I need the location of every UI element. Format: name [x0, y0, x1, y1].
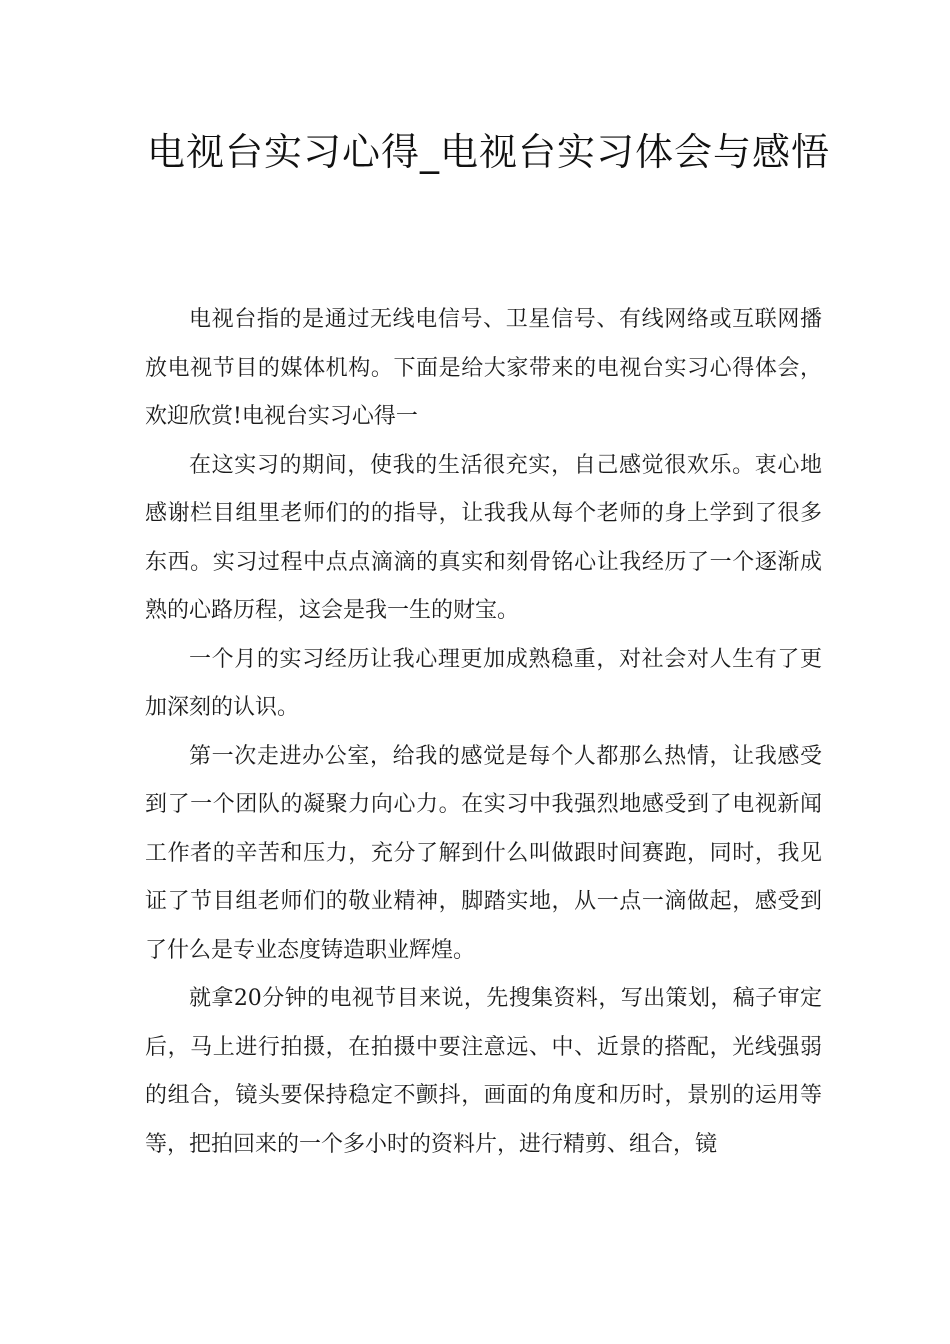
paragraph-2: 在这实习的期间，使我的生活很充实，自己感觉很欢乐。衷心地感谢栏目组里老师们的的指导，让我我从每个老师的身上学到了很多东西。实习过程中点点滴滴的真实和刻骨铭心让我经历了一个逐渐成熟的心路历程，这会是我一生的财宝。: [145, 452, 822, 623]
paragraph-5: 就拿20分钟的电视节目来说，先搜集资料，写出策划，稿子审定后，马上进行拍摄，在拍摄中要注意远、中、近景的搭配，光线强弱的组合，镜头要保持稳定不颤抖，画面的角度和历时，景别的运用等等，把拍回来的一个多小时的资料片，进行精剪、组合，镜: [145, 986, 822, 1157]
document-body: [145, 296, 822, 1169]
paragraph-4: 第一次走进办公室，给我的感觉是每个人都那么热情，让我感受到了一个团队的凝聚力向心力。在实习中我强烈地感受到了电视新闻工作者的辛苦和压力，充分了解到什么叫做跟时间赛跑，同时，我见证了节目组老师们的敬业精神，脚踏实地，从一点一滴做起，感受到了什么是专业态度铸造职业辉煌。: [145, 743, 822, 963]
paragraph-3: 一个月的实习经历让我心理更加成熟稳重，对社会对人生有了更加深刻的认识。: [145, 646, 822, 720]
paragraph-1: 电视台指的是通过无线电信号、卫星信号、有线网络或互联网播放电视节目的媒体机构。下面是给大家带来的电视台实习心得体会，欢迎欣赏!电视台实习心得一: [145, 307, 822, 429]
document-title: 电视台实习心得_电视台实习体会与感悟: [146, 130, 830, 174]
